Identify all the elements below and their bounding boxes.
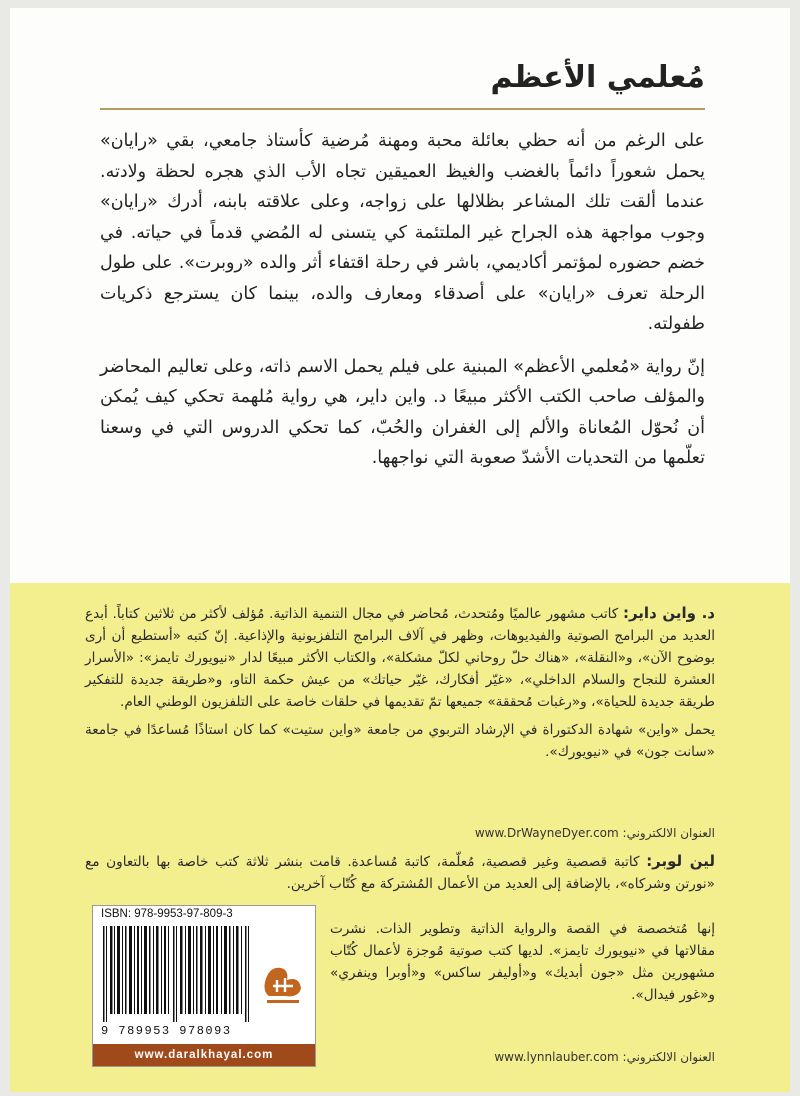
author2-email-line xyxy=(494,1050,715,1064)
synopsis-paragraph: على الرغم من أنه حظي بعائلة محبة ومهنة مُرضية كأستاذ جامعي، بقي «رايان» يحمل شعوراً دائماً بالغضب والغيظ العميقين تجاه الأب الذي هجره لحظة ولادته. عندما ألقت تلك المشاعر بظلالها على زواجه، وعلى علاقته بابنه، أدرك «رايان» وجوب مواجهة هذه الجراح غير الملتئمة كي يتسنى له المُضي قدماً في حياته. في خضم حضوره لمؤتمر أكاديمي، باشر في رحلة اقتفاء أثر والده «روبرت». على طول الرحلة تعرف «رايان» على أصدقاء ومعارف والده، بينما كان يسترجع ذكريات طفولته. xyxy=(100,131,705,334)
isbn-number: ISBN: 978-9953-97-809-3 xyxy=(101,908,233,920)
author1-bio-text: كاتب مشهور عالميًا ومُتحدث، مُحاضر في مجال التنمية الذاتية. مُؤلف لأكثر من ثلاثين كتاباً. أبدع العديد من البرامج الصوتية والفيديوهات، وظهر في آلاف البرامج التلفزيونية والإذاعية. إنّ كتبه «أستطيع أن أرى بوضوح الآن»، و«النقلة»، «هناك حلّ روحاني لكلّ مشكلة»، والكتاب الأكثر مبيعًا لدار «نيويورك تايمز»: «الأسرار العشرة للنجاح والسلام الداخلي»، «غيّر أفكارك، غيّر حياتك» من عيش حكمة التاو، و«طريقة جديدة للتفكير طريقة جديدة للحياة»، و«رغبات مُحققة» جميعها تمّ تقديمها في حلقات خاصة على التلفزيون الوطني العام. xyxy=(85,606,715,710)
book-title: مُعلمي الأعظم xyxy=(490,60,705,95)
author2-bio xyxy=(85,850,715,901)
author1-bio xyxy=(85,602,715,769)
title-divider xyxy=(100,108,705,110)
author2-email-label: العنوان الالكتروني: xyxy=(622,1050,715,1064)
author1-bio-education: يحمل «واين» شهادة الدكتوراة في الإرشاد التربوي من جامعة «واين ستيت» كما كان استاذًا مُساعدًا في جامعة «سانت جون» في «نيويورك». xyxy=(85,722,715,760)
book-back-cover xyxy=(10,8,790,1092)
publisher-url[interactable]: www.daralkhayal.com xyxy=(93,1044,315,1066)
synopsis-section xyxy=(10,8,790,583)
author2-bio-specialty: إنها مُتخصصة في القصة والرواية الذاتية وتطوير الذات. نشرت مقالاتها في «نيويورك تايمز». لديها كتب صوتية مُوجزة لأعمال كُتّاب مشهورين مثل «جون أبديك» و«أوليفر ساكس» و«أوبرا وينفري» و«غور فيدال». xyxy=(330,921,715,1003)
author1-email-label: العنوان الالكتروني: xyxy=(622,826,715,840)
author2-bio-extra xyxy=(330,918,715,1012)
author2-email[interactable]: www.lynnlauber.com xyxy=(494,1050,619,1064)
synopsis-text xyxy=(100,126,705,486)
author2-bio-text: كاتبة قصصية وغير قصصية، مُعلّمة، كاتبة مُساعدة. قامت بنشر ثلاثة كتب خاصة بها بالتعاون مع «نورتن وشركاه»، بالإضافة إلى العديد من الأعمال المُشتركة مع كُتّاب آخرين. xyxy=(85,854,715,892)
barcode-panel xyxy=(92,905,316,1067)
author1-name: د. واين داير: xyxy=(622,604,715,622)
author1-email-line xyxy=(475,826,715,840)
synopsis-paragraph: إنّ رواية «مُعلمي الأعظم» المبنية على فيلم يحمل الاسم ذاته، وعلى تعاليم المحاضر والمؤلف صاحب الكتب الأكثر مبيعًا د. واين داير، هي رواية مُلهمة تحكي كيف يُمكن أن نُحوّل المُعاناة والألم إلى الغفران والحُبّ، كما تحكي الدروس التي في وسعنا تعلّمها من التحديات الأشدّ صعوبة التي نواجهها. xyxy=(100,356,705,468)
barcode-digits: 9 789953 978093 xyxy=(101,1024,232,1038)
author1-email[interactable]: www.DrWayneDyer.com xyxy=(474,826,619,840)
barcode-icon xyxy=(101,926,255,1022)
publisher-logo-icon xyxy=(259,956,307,1008)
author2-name: لين لوبر: xyxy=(646,852,715,870)
